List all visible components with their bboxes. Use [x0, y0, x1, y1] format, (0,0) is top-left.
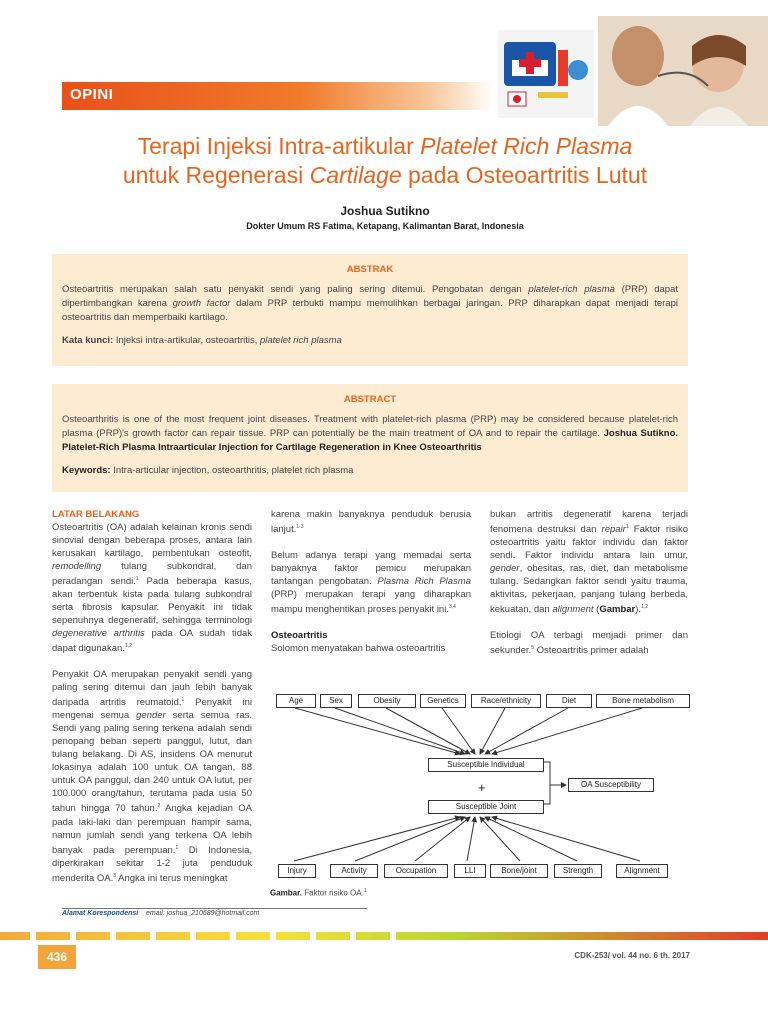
title-text: untuk Regenerasi [122, 162, 310, 188]
journal-info: CDK-253/ vol. 44 no. 6 th. 2017 [574, 951, 690, 960]
correspondence: Alamat Korespondensi email: joshua_210689@hotmail.com [62, 910, 260, 917]
title-italic: Cartilage [309, 162, 402, 188]
factor-box: Sex [320, 694, 352, 708]
author-affiliation: Dokter Umum RS Fatima, Ketapang, Kalimantan Barat, Indonesia [246, 221, 524, 231]
paragraph: Penyakit OA merupakan penyakit sendi yang paling sering ditemui dan jauh lebih banyak daripada artritis reumatoid.$^1$ Penyakit ini mengenai semua gender serta semua ras. Sendi yang paling sering terkena adalah sendi penopang beban seperti panggul, lutut, dan tulang belakang. Di AS, insidens OA menurut lokasinya adalah 100 untuk OA tangan, 88 untuk OA panggul, dan 240 untuk OA lutut, per 100.000 orang/tahun, terutama pada usia 50 tahun hingga 70 tahun.$^2$ Angka kejadian OA pada laki-laki dan perempuan hampir sama, namun jumlah sendi yang terkena OA lebih banyak pada perempuan.$^1$ Di Indonesia, diperkirakan sekitar 1-2 juta penduduk menderita OA.$^3$ Angka ini terus meningkat [52, 669, 252, 884]
paragraph: Osteoartritis (OA) adalah kelainan kronis sendi sinovial dengan beberapa proses, antara lain kerusakan kartilago, pembentukan osteofit, remodelling tulang subkondral, dan peradangan sendi.$^1$ Pada beberapa kasus, akan terbentuk kista pada tulang subkondral serta fibrosis kapsular. Penyakit ini tidak sepenuhnya degeneratif, sehingga terminologi degenerative arthritis pada OA sudah tidak dapat digunakan.$^{1,2}$ [52, 522, 253, 655]
factor-box: Bone/joint [490, 864, 548, 878]
figure-caption: Gambar. Faktor risiko OA.$^1$ [270, 888, 367, 898]
factor-box: Bone metabolism [596, 694, 690, 708]
factor-box: Alignment [616, 864, 668, 878]
author-name: Joshua Sutikno [340, 204, 430, 218]
factor-box: Diet [546, 694, 592, 708]
section-label: OPINI [70, 86, 114, 103]
page-number: 436 [38, 945, 76, 969]
factor-box: LLI [454, 864, 486, 878]
abstract-heading: ABSTRACT [343, 394, 397, 405]
section-banner [62, 82, 494, 110]
column-3 [490, 508, 688, 657]
latar-belakang-heading: LATAR BELAKANG [52, 509, 140, 520]
abstrak-heading: ABSTRAK [346, 264, 394, 275]
factor-box: Race/ethnicity [471, 694, 541, 708]
oa-susceptibility-box: OA Susceptibility [568, 778, 654, 792]
risk-factor-diagram [270, 684, 690, 884]
susceptible-joint-box: Susceptible Joint [428, 800, 544, 814]
paragraph: Solomon menyatakan bahwa osteoartritis [271, 643, 446, 655]
title-italic: Platelet Rich Plasma [420, 133, 633, 159]
abstract-box [52, 384, 688, 492]
abstrak-box [52, 254, 688, 366]
column-2 [271, 508, 471, 655]
doctor-child-photo [598, 16, 768, 126]
paragraph: karena makin banyaknya penduduk berusia lanjut.$^{1-3}$ [271, 509, 471, 536]
abstract-text: Osteoarthritis is one of the most frequent joint diseases. Treatment with platelet-rich plasma (PRP) may be considered because platelet-rich plasma (PRP)'s growth factor can repair tissue. PRP can potentially be the main treatment of OA and to repair the cartilage. Joshua Sutikno. Platelet-Rich Plasma Intraarticular Injection for Cartilage Regeneration in Knee Osteoarthritis [62, 414, 679, 453]
susceptible-individual-box: Susceptible Individual [428, 758, 544, 772]
column-1 [52, 508, 252, 885]
abstrak-text: Osteoartritis merupakan salah satu penyakit sendi yang paling sering ditemui. Pengobatan dengan platelet-rich plasma (PRP) dapat dipertimbangkan karena growth factor dalam PRP terbukti mampu memulihkan berbagai jaringan. PRP diharapkan dapat menjadi terapi osteoartritis dan memperbaiki kartilago. [62, 284, 678, 323]
abstrak-keywords: Kata kunci: Injeksi intra-artikular, osteoartritis, platelet rich plasma [62, 335, 342, 346]
osteoartritis-heading: Osteoartritis [271, 630, 328, 642]
factor-box: Obesity [358, 694, 416, 708]
first-aid-kit-photo [498, 30, 594, 118]
paragraph: Etiologi OA terbagi menjadi primer dan sekunder.$^5$ Osteoartritis primer adalah [490, 630, 688, 657]
abstract-keywords: Keywords: Intra-articular injection, osteoarthritis, platelet rich plasma [62, 465, 354, 476]
paragraph: bukan artritis degeneratif karena terjadi fenomena destruksi dan repair$^1$ Faktor risiko osteoartritis yaitu faktor individu dan faktor sendi. Faktor individu antara lain umur, gender, obesitas, ras, diet, dan metabolisme tulang. Sedangkan faktor sendi yaitu trauma, aktivitas, pekerjaan, panjang tulang berbeda, kekuatan, dan alignment (Gambar).$^{1,2}$ [490, 509, 688, 616]
title-text: pada Osteoartritis Lutut [401, 162, 648, 188]
color-gradient-bar [0, 928, 768, 944]
factor-box: Strength [554, 864, 602, 878]
factor-box: Genetics [420, 694, 466, 708]
factor-box: Activity [330, 864, 378, 878]
factor-box: Injury [278, 864, 316, 878]
plus-sign: + [478, 780, 486, 795]
title-text: Terapi Injeksi Intra-artikular [137, 133, 421, 159]
factor-box: Occupation [384, 864, 448, 878]
footnote-divider [62, 908, 367, 909]
article-title [60, 132, 710, 190]
paragraph: Belum adanya terapi yang memadai serta banyaknya faktor pemicu merupakan tantangan pengobatan. Plasma Rich Plasma (PRP) merupakan terapi yang diharapkan mampu menghentikan proses penyakit ini.$^{3,4}$ [271, 550, 472, 616]
factor-box: Age [276, 694, 316, 708]
